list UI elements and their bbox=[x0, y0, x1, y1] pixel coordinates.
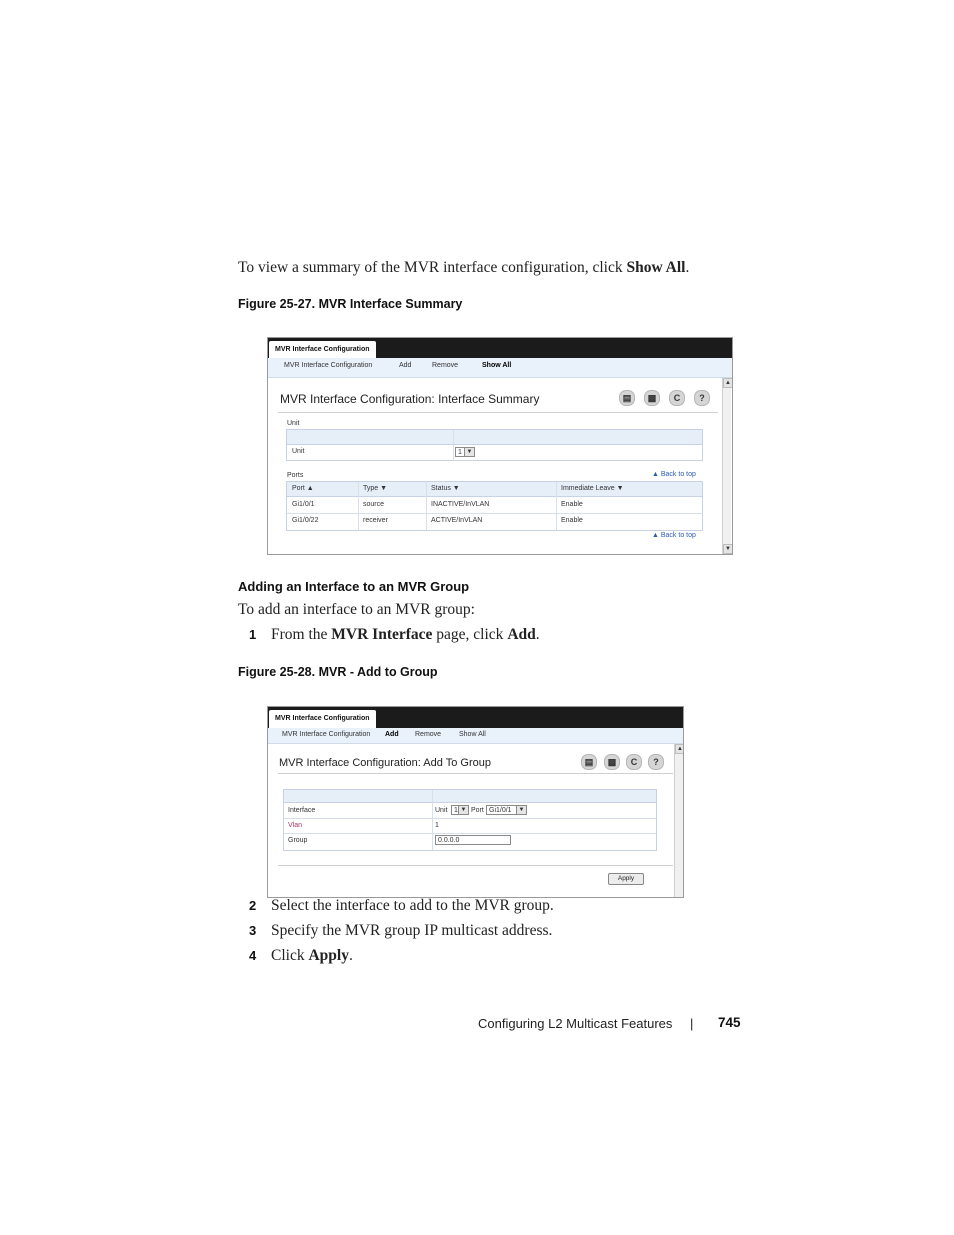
vlan-label: Vlan bbox=[288, 822, 303, 829]
step-1 bbox=[249, 626, 540, 644]
footer-divider: | bbox=[690, 1016, 694, 1031]
page-title: MVR Interface Configuration: Add To Group bbox=[279, 757, 491, 769]
group-label: Group bbox=[288, 837, 308, 844]
vertical-scrollbar[interactable] bbox=[674, 744, 683, 897]
col-divider bbox=[358, 482, 359, 530]
step-text: Specify the MVR group IP multicast address. bbox=[271, 922, 553, 939]
table-cell: receiver bbox=[363, 517, 388, 524]
table-cell: source bbox=[363, 501, 385, 508]
back-to-top-link[interactable]: ▲ Back to top bbox=[652, 471, 696, 478]
add-group-form-table bbox=[283, 789, 657, 851]
nav-show-all[interactable]: Show All bbox=[459, 731, 486, 738]
step-text: page, click bbox=[432, 626, 508, 643]
group-input[interactable]: 0.0.0.0 bbox=[435, 835, 511, 845]
page-title: MVR Interface Configuration: Interface Summary bbox=[280, 392, 540, 406]
table-cell: Enable bbox=[561, 517, 583, 524]
ports-table bbox=[286, 481, 703, 531]
scroll-down-icon[interactable]: ▼ bbox=[723, 544, 733, 554]
step-number: 3 bbox=[249, 923, 257, 938]
chevron-down-icon: ▼ bbox=[464, 448, 474, 456]
top-bar bbox=[268, 707, 683, 728]
step-4-text bbox=[271, 947, 353, 965]
column-header-type[interactable]: Type ▼ bbox=[363, 485, 388, 492]
vlan-value: 1 bbox=[435, 822, 439, 829]
port-select[interactable] bbox=[486, 805, 527, 815]
unit-table bbox=[286, 429, 703, 461]
title-separator bbox=[278, 773, 673, 774]
chevron-down-icon: ▼ bbox=[458, 806, 468, 814]
refresh-icon[interactable]: C bbox=[626, 754, 642, 770]
port-label: Port bbox=[471, 807, 484, 814]
save-icon[interactable]: ▤ bbox=[619, 390, 635, 406]
column-header-port[interactable]: Port ▲ bbox=[292, 485, 314, 492]
col-divider bbox=[556, 482, 557, 530]
sub-navigation bbox=[268, 358, 732, 378]
form-separator bbox=[278, 865, 673, 866]
nav-add[interactable]: Add bbox=[399, 362, 412, 369]
table-cell: INACTIVE/InVLAN bbox=[431, 501, 490, 508]
step-4 bbox=[249, 947, 749, 965]
step-number: 1 bbox=[249, 627, 257, 642]
step-number: 4 bbox=[249, 948, 257, 963]
nav-mvr-interface-configuration[interactable]: MVR Interface Configuration bbox=[284, 362, 373, 369]
figure2-screenshot bbox=[267, 706, 684, 898]
unit-field-label: Unit bbox=[292, 448, 305, 455]
step-text: . bbox=[348, 947, 353, 964]
intro-text: To view a summary of the MVR interface configuration, click bbox=[238, 259, 627, 276]
add-intro: To add an interface to an MVR group: bbox=[238, 601, 475, 618]
print-icon[interactable]: ▩ bbox=[644, 390, 660, 406]
intro-paragraph bbox=[238, 259, 689, 277]
unit-select-value: 1 bbox=[454, 807, 458, 814]
table-cell: Gi1/0/22 bbox=[292, 517, 319, 524]
col-divider bbox=[432, 790, 433, 850]
table-cell: Gi1/0/1 bbox=[292, 501, 315, 508]
help-icon[interactable]: ? bbox=[694, 390, 710, 406]
apply-button[interactable]: Apply bbox=[608, 873, 644, 885]
help-icon[interactable]: ? bbox=[648, 754, 664, 770]
unit-col-divider bbox=[453, 430, 454, 460]
column-header-immediate-leave[interactable]: Immediate Leave ▼ bbox=[561, 485, 624, 492]
nav-remove[interactable]: Remove bbox=[415, 731, 442, 738]
intro-after: . bbox=[685, 259, 690, 276]
ports-table-header bbox=[287, 482, 702, 497]
step-bold: MVR Interface bbox=[331, 626, 433, 643]
nav-show-all[interactable]: Show All bbox=[482, 362, 512, 369]
unit-label: Unit bbox=[435, 807, 448, 814]
port-select-value: Gi1/0/1 bbox=[489, 807, 512, 814]
intro-bold: Show All bbox=[626, 259, 686, 276]
nav-mvr-interface-configuration[interactable]: MVR Interface Configuration bbox=[282, 731, 371, 738]
step-bold: Add bbox=[507, 626, 536, 643]
step-number: 2 bbox=[249, 898, 257, 913]
figure1-screenshot bbox=[267, 337, 733, 555]
step-3 bbox=[249, 922, 749, 940]
back-to-top-link[interactable]: ▲ Back to top bbox=[652, 532, 696, 539]
print-icon[interactable]: ▩ bbox=[604, 754, 620, 770]
step-2 bbox=[249, 897, 749, 915]
top-bar bbox=[268, 338, 732, 358]
step-text: Click bbox=[271, 947, 309, 964]
footer-chapter: Configuring L2 Multicast Features bbox=[478, 1016, 673, 1031]
row-divider bbox=[287, 513, 702, 514]
refresh-icon[interactable]: C bbox=[669, 390, 685, 406]
column-header-status[interactable]: Status ▼ bbox=[431, 485, 460, 492]
col-divider bbox=[426, 482, 427, 530]
figure1-caption: Figure 25-27. MVR Interface Summary bbox=[238, 297, 463, 311]
step-text: . bbox=[535, 626, 540, 643]
page-number: 745 bbox=[718, 1015, 741, 1030]
nav-remove[interactable]: Remove bbox=[432, 362, 459, 369]
ports-section-label: Ports bbox=[287, 472, 304, 479]
vertical-scrollbar[interactable] bbox=[722, 378, 731, 554]
unit-select[interactable] bbox=[455, 447, 475, 457]
table-cell: ACTIVE/InVLAN bbox=[431, 517, 483, 524]
step-bold: Apply bbox=[308, 947, 349, 964]
nav-add[interactable]: Add bbox=[385, 731, 399, 738]
scroll-up-icon[interactable]: ▲ bbox=[675, 744, 684, 754]
interface-label: Interface bbox=[288, 807, 316, 814]
save-icon[interactable]: ▤ bbox=[581, 754, 597, 770]
table-cell: Enable bbox=[561, 501, 583, 508]
unit-table-header bbox=[287, 430, 702, 445]
figure2-caption: Figure 25-28. MVR - Add to Group bbox=[238, 665, 438, 679]
unit-section-label: Unit bbox=[287, 420, 300, 427]
step-text: From the bbox=[271, 626, 332, 643]
scroll-up-icon[interactable]: ▲ bbox=[723, 378, 733, 388]
title-separator bbox=[278, 412, 718, 413]
row-divider bbox=[284, 818, 656, 819]
step-text: Select the interface to add to the MVR group. bbox=[271, 897, 554, 914]
unit-select[interactable] bbox=[451, 805, 469, 815]
row-divider bbox=[284, 833, 656, 834]
tab-mvr-interface-configuration[interactable]: MVR Interface Configuration bbox=[269, 341, 376, 358]
section-heading: Adding an Interface to an MVR Group bbox=[238, 579, 470, 594]
tab-mvr-interface-configuration[interactable]: MVR Interface Configuration bbox=[269, 710, 376, 728]
form-table-header bbox=[284, 790, 656, 803]
chevron-down-icon: ▼ bbox=[516, 806, 526, 814]
sub-navigation bbox=[268, 728, 683, 744]
unit-select-value: 1 bbox=[458, 449, 462, 456]
step-1-text bbox=[271, 626, 540, 644]
